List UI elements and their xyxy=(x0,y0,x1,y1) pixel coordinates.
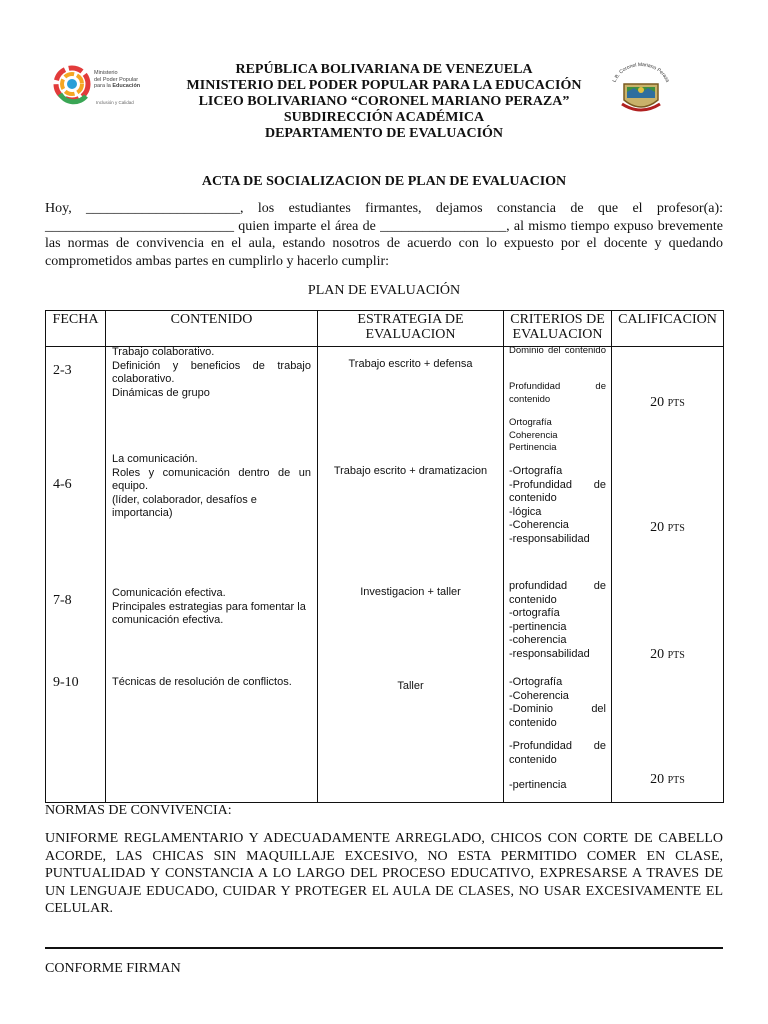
calificacion-number: 20 xyxy=(650,772,665,787)
estrategia-value: Trabajo escrito + defensa xyxy=(348,358,473,370)
contenido-block xyxy=(112,453,311,521)
criterio-line: -Coherencia xyxy=(509,519,569,531)
normas-text: UNIFORME REGLAMENTARIO Y ADECUADAMENTE ARREGLADO, CHICOS CON CORTE DE CABELLO ACORDE, LAS CHICAS SIN MAQUILLAJE EXCESIVO, NO ESTA PERMITIDO COMER EN CLASE, PUNTUALIDAD Y CONSTANCIA A LO LARGO DEL PROCESO EDUCATIVO, EXPRESARSE A TRAVES DE UN LENGUAJE EDUCADO, CUIDAR Y PROTEGER EL AULA DE CLASES, NO USAR EXCESIVAMENTE EL CELULAR. xyxy=(45,831,723,917)
criterio-line: -pertinencia xyxy=(509,779,567,791)
header-contenido: CONTENIDO xyxy=(106,311,318,347)
criterio-line: -ortografía xyxy=(509,607,560,619)
ministry-logo xyxy=(52,60,152,112)
ministry-logo-slogan: Inclusión y Calidad xyxy=(96,100,134,105)
criterio-line: Coherencia xyxy=(509,429,558,441)
fecha-value: 9-10 xyxy=(53,675,79,690)
criterio-line: -pertinencia xyxy=(509,620,567,633)
criterio-line: Ortografía xyxy=(509,417,552,428)
criterio-line: -coherencia xyxy=(509,634,567,646)
header-criterios: CRITERIOS DE EVALUACION xyxy=(504,311,612,347)
estrategia-value: Investigacion + taller xyxy=(360,586,461,598)
criterio-line: -Dominio del contenido xyxy=(509,703,606,729)
contenido-line: Comunicación efectiva. xyxy=(112,587,226,599)
criterio-line: -Coherencia xyxy=(509,689,569,702)
fecha-value: 2-3 xyxy=(53,363,72,378)
intro-paragraph xyxy=(45,200,723,270)
header-line-departamento: DEPARTAMENTO DE EVALUACIÓN xyxy=(264,126,504,141)
calificacion-value xyxy=(612,395,723,411)
calificacion-number: 20 xyxy=(650,520,665,535)
calificacion-value xyxy=(612,772,723,788)
ministry-logo-text: del Poder Popular xyxy=(94,76,139,83)
ministry-logo-text: Ministerio xyxy=(94,70,118,76)
criterios-block xyxy=(509,740,606,767)
calificacion-number: 20 xyxy=(650,395,665,410)
contenido-line: Trabajo colaborativo. xyxy=(112,346,215,358)
header-line-republic: REPÚBLICA BOLIVARIANA DE VENEZUELA xyxy=(235,62,533,77)
contenido-line: Principales estrategias para fomentar la comunicación efectiva. xyxy=(112,600,306,626)
calificacion-unit: PTS xyxy=(667,398,685,409)
ministry-logo-text: Educación xyxy=(112,83,141,89)
school-crest-logo xyxy=(608,62,674,118)
header-fecha: FECHA xyxy=(46,311,106,347)
criterio-line: -Profundidad de contenido xyxy=(509,478,606,504)
estrategia-value: Trabajo escrito + dramatizacion xyxy=(333,465,488,477)
school-crest-arc-text: L.B. Coronel Mariano Peraza xyxy=(611,62,671,84)
contenido-line: Dinámicas de grupo xyxy=(112,386,210,399)
criterio-line: -lógica xyxy=(509,505,542,518)
contenido-block xyxy=(112,346,311,400)
signature-line xyxy=(45,947,723,949)
criterio-line: -Ortografía xyxy=(509,676,563,688)
calificacion-value xyxy=(612,520,723,536)
contenido-line: Técnicas de resolución de conflictos. xyxy=(112,676,292,688)
criterios-block xyxy=(509,345,606,358)
calificacion-unit: PTS xyxy=(667,775,685,786)
criterios-block xyxy=(509,417,606,455)
header-line-ministry: MINISTERIO DEL PODER POPULAR PARA LA EDUCACIÓN xyxy=(186,78,582,93)
ministry-logo-text: para la xyxy=(94,83,111,89)
criterio-line: profundidad de contenido xyxy=(509,580,606,606)
calificacion-number: 20 xyxy=(650,647,665,662)
svg-text:L.B. Coronel Mariano Peraza xyxy=(612,62,671,83)
evaluation-plan-table xyxy=(45,310,724,803)
fecha-cell xyxy=(46,347,106,803)
criterios-block xyxy=(509,779,606,793)
contenido-line: La comunicación. xyxy=(112,453,198,465)
criterios-cell xyxy=(504,347,612,803)
criterios-block xyxy=(509,465,606,546)
table-row xyxy=(46,347,724,803)
calificacion-cell xyxy=(612,347,724,803)
estrategia-cell xyxy=(318,347,504,803)
header-line-subdireccion: SUBDIRECCIÓN ACADÉMICA xyxy=(283,110,485,125)
fecha-value: 7-8 xyxy=(53,593,72,608)
criterio-line: -responsabilidad xyxy=(509,532,590,545)
contenido-block xyxy=(112,587,311,628)
header-estrategia: ESTRATEGIA DE EVALUACION xyxy=(318,311,504,347)
calificacion-value xyxy=(612,647,723,663)
criterio-line: Dominio del contenido xyxy=(509,345,606,356)
plan-title: PLAN DE EVALUACIÓN xyxy=(307,283,461,298)
school-crest-icon xyxy=(608,62,674,118)
document-title: ACTA DE SOCIALIZACION DE PLAN DE EVALUACION xyxy=(201,174,567,189)
criterio-line: -responsabilidad xyxy=(509,647,590,660)
criterio-line: -Profundidad de contenido xyxy=(509,740,606,766)
header-line-liceo: LICEO BOLIVARIANO “CORONEL MARIANO PERAZA” xyxy=(198,94,570,109)
document-header xyxy=(150,62,618,142)
fecha-value: 4-6 xyxy=(53,477,72,492)
intro-text: Hoy, ______________________, los estudiantes firmantes, dejamos constancia de que el profesor(a): ___________________________ quien imparte el área de __________________, al mismo tiempo expuso brevemente las normas de convivencia en el aula, estando nosotros de acuerdo con lo expuesto por el docente y quedando comprometidos ambas partes en cumplirlo y hacerlo cumplir: xyxy=(45,201,723,269)
criterios-block xyxy=(509,676,606,730)
header-calificacion: CALIFICACION xyxy=(612,311,724,347)
criterios-block xyxy=(509,580,606,661)
contenido-cell xyxy=(106,347,318,803)
criterio-line: Pertinencia xyxy=(509,442,557,453)
table-header-row xyxy=(46,311,724,347)
estrategia-value: Taller xyxy=(397,680,424,692)
conforme-firman-label: CONFORME FIRMAN xyxy=(45,961,181,976)
contenido-line: Roles y comunicación dentro de un equipo. xyxy=(112,466,311,492)
criterios-block xyxy=(509,381,606,406)
normas-heading: NORMAS DE CONVIVENCIA: xyxy=(45,803,232,818)
calificacion-unit: PTS xyxy=(667,523,685,534)
contenido-line: (líder, colaborador, desafíos e importancia) xyxy=(112,493,257,519)
contenido-block xyxy=(112,676,311,690)
criterio-line: -Ortografía xyxy=(509,465,563,477)
calificacion-unit: PTS xyxy=(667,650,685,661)
contenido-line: Definición y beneficios de trabajo colaborativo. xyxy=(112,359,311,385)
criterio-line: Profundidad de contenido xyxy=(509,381,606,405)
